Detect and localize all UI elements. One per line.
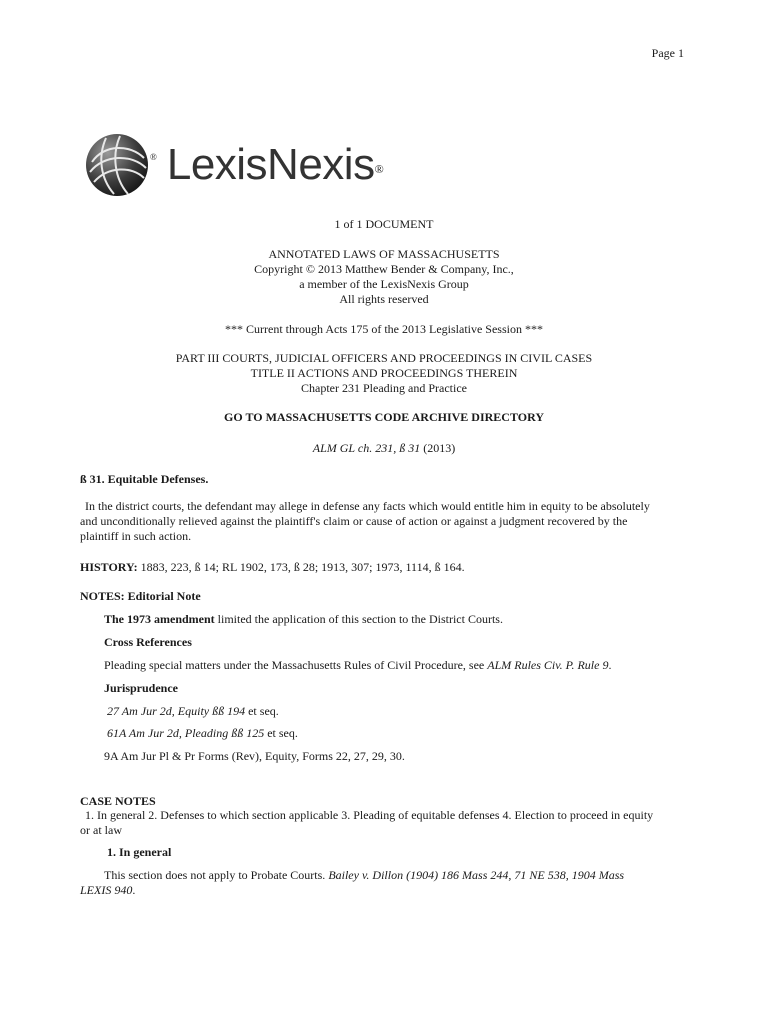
member-line: a member of the LexisNexis Group: [299, 277, 469, 291]
amendment-text: limited the application of this section to the District Courts.: [217, 612, 503, 626]
case-note-subheading: 1. In general: [107, 845, 172, 859]
history-line: [80, 560, 465, 575]
lexisnexis-logo: [84, 132, 384, 198]
jurisprudence-tail: et seq.: [248, 704, 279, 718]
jurisprudence-heading: Jurisprudence: [104, 681, 179, 695]
case-notes-index-line: 1. In general 2. Defenses to which section applicable 3. Pleading of equitable defenses 4. Election to proceed in equity: [85, 808, 654, 822]
publication-block: [0, 247, 768, 307]
history-label: HISTORY:: [80, 560, 138, 574]
hierarchy-block: [0, 351, 768, 396]
cross-references-heading: Cross References: [104, 635, 192, 649]
case-note-cite-cont[interactable]: LEXIS 940: [80, 883, 133, 897]
jurisprudence-item-1: [107, 704, 279, 719]
citation-cite: ALM GL ch. 231, ß 31: [312, 441, 421, 455]
cross-reference-body: Pleading special matters under the Massachusetts Rules of Civil Procedure, see: [104, 658, 485, 672]
jurisprudence-item-3: 9A Am Jur Pl & Pr Forms (Rev), Equity, Forms 22, 27, 29, 30.: [104, 749, 405, 763]
case-note-cite[interactable]: Bailey v. Dillon (1904) 186 Mass 244, 71 NE 538, 1904 Mass: [328, 868, 625, 882]
case-note-line: [80, 883, 680, 898]
currency-statement: *** Current through Acts 175 of the 2013 Legislative Session ***: [225, 322, 543, 336]
page-number: Page 1: [651, 46, 684, 60]
rights-line: All rights reserved: [339, 292, 429, 306]
title-heading: TITLE II ACTIONS AND PROCEEDINGS THEREIN: [250, 366, 518, 380]
registered-mark: ®: [374, 161, 384, 176]
case-notes-index-line: or at law: [80, 823, 122, 837]
case-note-text: This section does not apply to Probate Courts.: [104, 868, 326, 882]
jurisprudence-cite[interactable]: 27 Am Jur 2d, Equity ßß 194: [107, 704, 246, 718]
case-notes-index: [80, 808, 690, 838]
case-notes-heading: CASE NOTES: [80, 794, 156, 808]
section-heading: ß 31. Equitable Defenses.: [80, 472, 209, 486]
case-note-paragraph: [80, 868, 680, 898]
registered-mark-small: ®: [150, 152, 157, 162]
document-count: 1 of 1 DOCUMENT: [334, 217, 434, 231]
cross-reference-cite[interactable]: ALM Rules Civ. P. Rule 9: [487, 658, 609, 672]
cross-reference-text: [104, 658, 611, 673]
jurisprudence-item-2: [107, 726, 298, 741]
cross-reference-period: .: [608, 658, 612, 672]
body-line: In the district courts, the defendant may allege in defense any facts which would entitle him in equity to be absolutely: [85, 499, 650, 513]
notes-heading: NOTES: Editorial Note: [80, 589, 201, 603]
part-heading: PART III COURTS, JUDICIAL OFFICERS AND PROCEEDINGS IN CIVIL CASES: [175, 351, 593, 365]
case-note-period: .: [132, 883, 136, 897]
body-line: and unconditionally relieved against the plaintiff's claim or cause of action or against a judgment recovered by the: [80, 514, 628, 528]
section-body: [80, 499, 690, 544]
copyright-line: Copyright © 2013 Matthew Bender & Company, Inc.,: [254, 262, 514, 276]
citation-line: [0, 441, 768, 456]
history-text: 1883, 223, ß 14; RL 1902, 173, ß 28; 1913, 307; 1973, 1114, ß 164.: [140, 560, 465, 574]
body-line: plaintiff in such action.: [80, 529, 192, 543]
logo-wordmark: LexisNexis: [166, 140, 375, 189]
amendment-label: The 1973 amendment: [104, 612, 215, 626]
case-note-line: [80, 868, 680, 883]
publication-title: ANNOTATED LAWS OF MASSACHUSETTS: [268, 247, 500, 261]
jurisprudence-cite[interactable]: 61A Am Jur 2d, Pleading ßß 125: [107, 726, 265, 740]
globe-logo-icon: [84, 132, 150, 198]
citation-year: (2013): [423, 441, 456, 455]
amendment-note: [104, 612, 503, 627]
jurisprudence-tail: et seq.: [267, 726, 298, 740]
archive-directory-link[interactable]: GO TO MASSACHUSETTS CODE ARCHIVE DIRECTORY: [224, 410, 544, 424]
chapter-heading: Chapter 231 Pleading and Practice: [301, 381, 467, 395]
